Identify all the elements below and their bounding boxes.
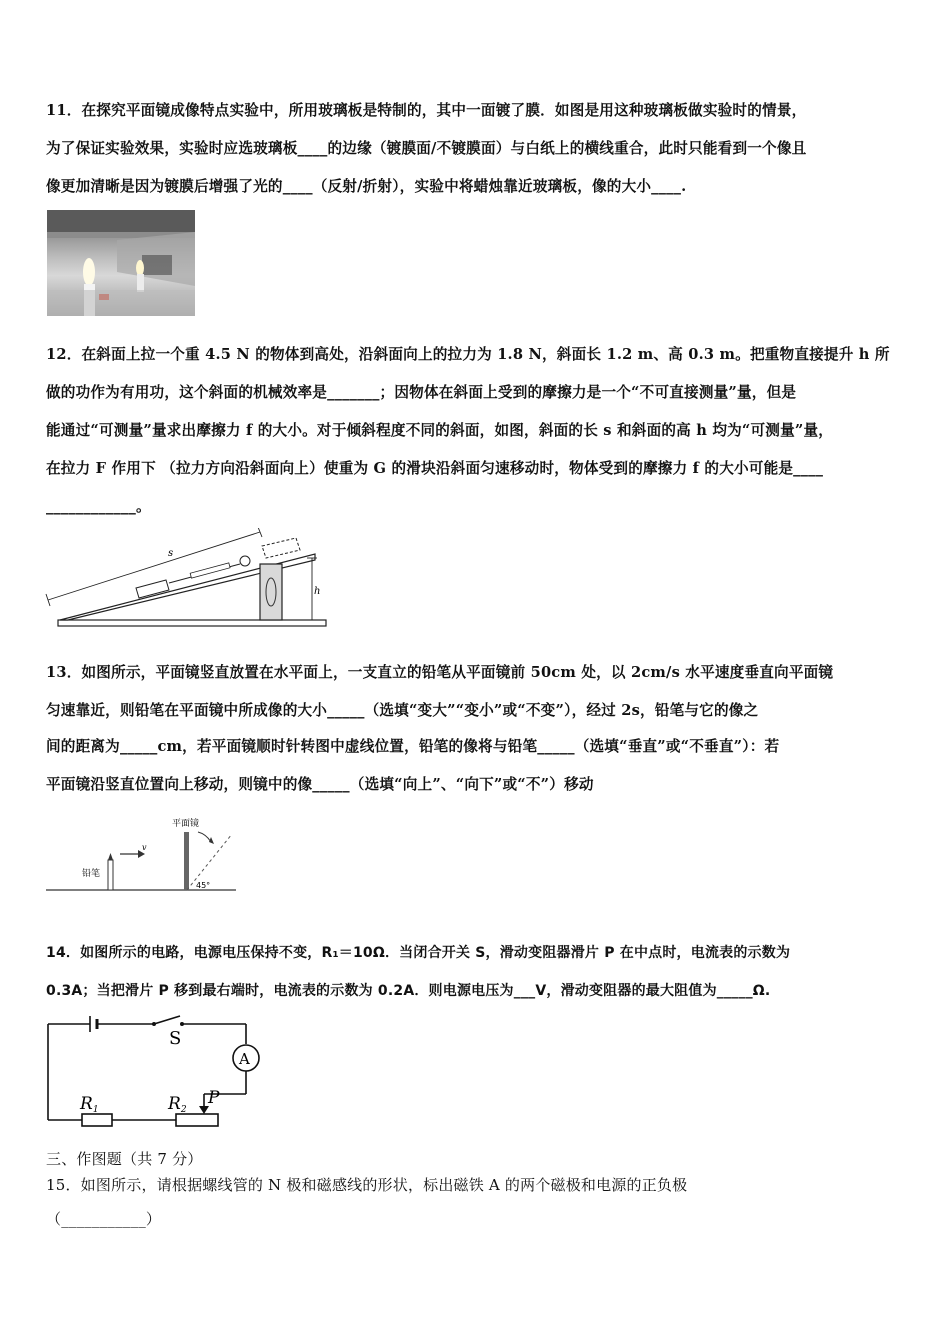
q15-answer-blank: （___________） (46, 1210, 162, 1228)
q13-line-1: 13．如图所示，平面镜竖直放置在水平面上，一支直立的铅笔从平面镜前 50cm 处，以 2cm/s 水平速度垂直向平面镜 (46, 664, 834, 681)
slider-label: P (208, 1088, 220, 1108)
q11-line-2: 为了保证实验效果，实验时应选玻璃板____的边缘（镀膜面/不镀膜面）与白纸上的横线重合，此时只能看到一个像且 (46, 140, 807, 157)
r1-label: R1 (80, 1094, 99, 1115)
q13-line-4: 平面镜沿竖直位置向上移动，则镜中的像_____（选填“向上”、“向下”或“不”）移动 (46, 776, 594, 793)
q11-line-1: 11．在探究平面镜成像特点实验中，所用玻璃板是特制的，其中一面镀了膜．如图是用这种玻璃板做实验时的情景， (46, 102, 807, 119)
v-label: v (142, 843, 147, 852)
q12-line-1: 12．在斜面上拉一个重 4.5 N 的物体到高处，沿斜面向上的拉力为 1.8 N，斜面长 1.2 m、高 0.3 m。把重物直接提升 h 所 (46, 346, 890, 363)
pencil-label: 铅笔 (82, 869, 101, 879)
q15-line-1: 15．如图所示，请根据螺线管的 N 极和磁感线的形状，标出磁铁 A 的两个磁极和电源的正负极 (46, 1176, 688, 1194)
label-s: s (168, 548, 174, 559)
incline-figure (40, 528, 340, 632)
switch-label: S (169, 1028, 182, 1049)
section-3-title: 三、作图题（共 7 分） (46, 1150, 203, 1168)
q14-line-1: 14．如图所示的电路，电源电压保持不变，R₁＝10Ω．当闭合开关 S，滑动变阻器滑片 P 在中点时，电流表的示数为 (46, 945, 791, 961)
q13-line-3: 间的距离为_____cm，若平面镜顺时针转图中虚线位置，铅笔的像将与铅笔_____（选填“垂直”或“不垂直”）：若 (46, 738, 780, 755)
r2-label: R2 (168, 1094, 187, 1115)
label-h: h (314, 586, 321, 597)
q13-line-2: 匀速靠近，则铅笔在平面镜中所成像的大小_____（选填“变大”“变小”或“不变”），经过 2s，铅笔与它的像之 (46, 702, 759, 719)
q12-line-2: 做的功作为有用功，这个斜面的机械效率是_______；因物体在斜面上受到的摩擦力是一个“不可直接测量”量，但是 (46, 384, 797, 401)
ammeter-label: A (239, 1050, 250, 1068)
circuit-diagram (40, 1010, 280, 1134)
q12-line-5: ____________。 (46, 498, 151, 515)
q12-line-3: 能通过“可测量”量求出摩擦力 f 的大小。对于倾斜程度不同的斜面，如图，斜面的长 s 和斜面的高 h 均为“可测量”量， (46, 422, 834, 439)
q11-line-3: 像更加清晰是因为镀膜后增强了光的____（反射/折射），实验中将蜡烛靠近玻璃板，像的大小____. (46, 178, 687, 195)
q14-line-2: 0.3A；当把滑片 P 移到最右端时，电流表的示数为 0.2A．则电源电压为___V，滑动变阻器的最大阻值为_____Ω. (46, 983, 771, 999)
angle-label: 45° (196, 881, 211, 890)
q12-line-4: 在拉力 F 作用下 （拉力方向沿斜面向上）使重为 G 的滑块沿斜面匀速移动时，物体受到的摩擦力 f 的大小可能是____ (46, 460, 824, 477)
candle-experiment-photo (47, 210, 195, 316)
mirror-label: 平面镜 (172, 819, 200, 829)
mirror-figure (46, 808, 238, 904)
